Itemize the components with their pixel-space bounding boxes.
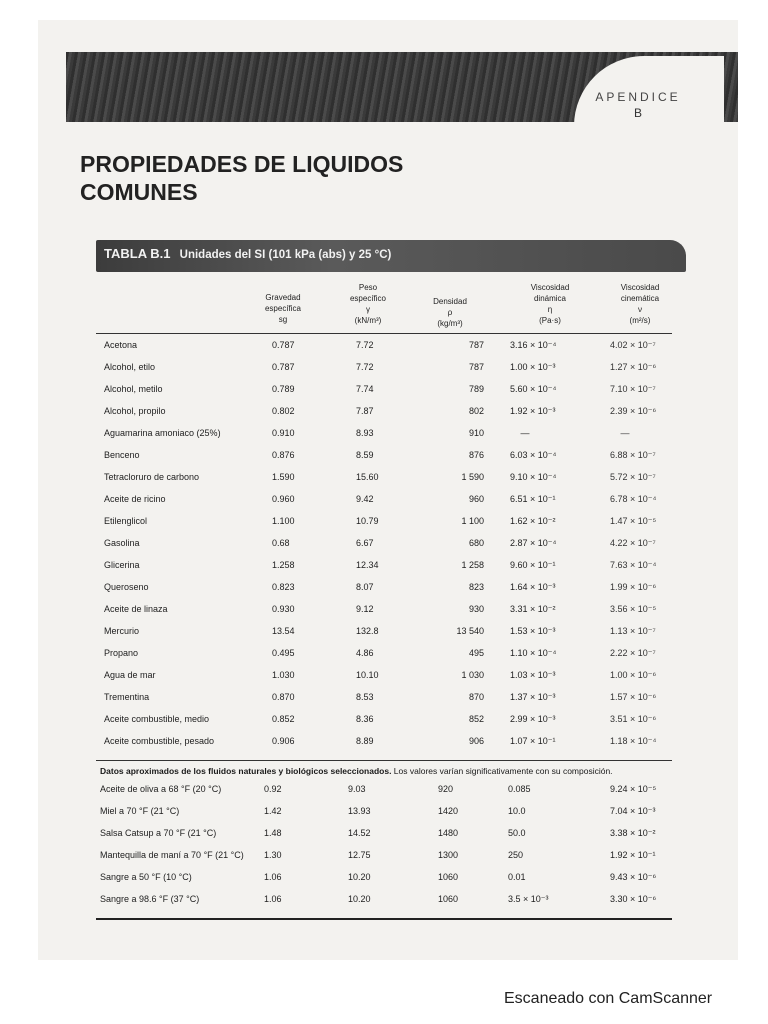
cell-specific-weight: 12.75 (348, 850, 371, 860)
cell-density: 906 (468, 736, 484, 746)
cell-specific-gravity: 1.42 (264, 806, 282, 816)
col-header-nu: Viscosidad cinemática ν (m²/s) (620, 283, 660, 325)
cell-specific-gravity: 1.06 (264, 894, 282, 904)
cell-kinematic-viscosity: — (620, 428, 630, 438)
cell-dynamic-viscosity: 50.0 (508, 828, 526, 838)
table-row (100, 582, 670, 602)
cell-dynamic-viscosity: 1.07 × 10⁻¹ (510, 736, 556, 746)
cell-specific-weight: 14.52 (348, 828, 371, 838)
cell-kinematic-viscosity: 7.63 × 10⁻⁴ (610, 560, 657, 570)
cell-liquid-name: Aceite combustible, medio (104, 714, 210, 724)
cell-kinematic-viscosity: 7.04 × 10⁻³ (610, 806, 656, 816)
cell-dynamic-viscosity: 3.5 × 10⁻³ (508, 894, 549, 904)
cell-density: 1420 (438, 806, 459, 816)
cell-dynamic-viscosity: 1.64 × 10⁻³ (510, 582, 556, 592)
table-row (100, 406, 670, 426)
cell-dynamic-viscosity: 5.60 × 10⁻⁴ (510, 384, 557, 394)
cell-specific-gravity: 0.787 (272, 340, 295, 350)
table-row (100, 362, 670, 382)
col-header-pw: Peso específico γ (kN/m³) (349, 283, 387, 325)
table-row (100, 450, 670, 470)
cell-density: 789 (468, 384, 484, 394)
cell-kinematic-viscosity: 1.13 × 10⁻⁷ (610, 626, 656, 636)
table-row (100, 494, 670, 514)
cell-kinematic-viscosity: 3.30 × 10⁻⁶ (610, 894, 657, 904)
table-row (100, 428, 670, 448)
cell-specific-gravity: 0.906 (272, 736, 295, 746)
cell-density: 680 (468, 538, 484, 548)
cell-specific-gravity: 0.68 (272, 538, 290, 548)
cell-dynamic-viscosity: — (520, 428, 530, 438)
cell-liquid-name: Etilenglicol (104, 516, 148, 526)
camscanner-watermark: Escaneado con CamScanner (504, 990, 713, 1007)
cell-kinematic-viscosity: 3.56 × 10⁻⁵ (610, 604, 657, 614)
appendix-label: APENDICE (595, 90, 681, 104)
cell-kinematic-viscosity: 1.92 × 10⁻¹ (610, 850, 656, 860)
cell-specific-gravity: 0.789 (272, 384, 295, 394)
cell-specific-weight: 12.34 (356, 560, 379, 570)
cell-dynamic-viscosity: 2.87 × 10⁻⁴ (510, 538, 557, 548)
cell-liquid-name: Glicerina (104, 560, 140, 570)
cell-dynamic-viscosity: 9.10 × 10⁻⁴ (510, 472, 557, 482)
cell-specific-gravity: 0.852 (272, 714, 295, 724)
table-row (100, 604, 670, 624)
cell-liquid-name: Queroseno (104, 582, 149, 592)
page-title-line2: COMUNES (80, 179, 198, 205)
cell-kinematic-viscosity: 4.22 × 10⁻⁷ (610, 538, 656, 548)
cell-kinematic-viscosity: 5.72 × 10⁻⁷ (610, 472, 656, 482)
cell-density: 1060 (438, 872, 459, 882)
cell-specific-gravity: 0.910 (272, 428, 295, 438)
table-row (100, 670, 670, 690)
cell-dynamic-viscosity: 3.16 × 10⁻⁴ (510, 340, 557, 350)
table-row (100, 516, 670, 536)
cell-kinematic-viscosity: 4.02 × 10⁻⁷ (610, 340, 656, 350)
col-header-sg: Gravedad específica sg (264, 293, 302, 324)
cell-specific-gravity: 1.06 (264, 872, 282, 882)
cell-specific-gravity: 0.787 (272, 362, 295, 372)
cell-specific-weight: 9.03 (348, 784, 366, 794)
cell-specific-gravity: 0.823 (272, 582, 295, 592)
cell-dynamic-viscosity: 10.0 (508, 806, 526, 816)
cell-specific-weight: 7.87 (356, 406, 374, 416)
cell-specific-gravity: 1.590 (272, 472, 295, 482)
header-rule (96, 333, 672, 334)
cell-kinematic-viscosity: 6.88 × 10⁻⁷ (610, 450, 656, 460)
table-row (100, 828, 670, 850)
cell-liquid-name: Aguamarina amoniaco (25%) (104, 428, 221, 438)
cell-specific-weight: 10.79 (356, 516, 379, 526)
table-caption-text: Unidades del SI (101 kPa (abs) y 25 °C) (179, 249, 392, 261)
cell-liquid-name: Alcohol, etilo (104, 362, 156, 372)
section-rule (96, 760, 672, 761)
cell-kinematic-viscosity: 9.24 × 10⁻⁵ (610, 784, 657, 794)
cell-specific-weight: 4.86 (356, 648, 374, 658)
bottom-rule (96, 918, 672, 920)
cell-density: 1480 (438, 828, 459, 838)
cell-kinematic-viscosity: 1.47 × 10⁻⁵ (610, 516, 657, 526)
table-row (100, 560, 670, 580)
cell-density: 1 590 (461, 472, 484, 482)
cell-liquid-name: Acetona (104, 340, 138, 350)
cell-specific-weight: 8.36 (356, 714, 374, 724)
cell-dynamic-viscosity: 3.31 × 10⁻² (510, 604, 556, 614)
cell-density: 1 030 (461, 670, 484, 680)
cell-dynamic-viscosity: 6.51 × 10⁻¹ (510, 494, 556, 504)
col-header-den: Densidad ρ (kg/m³) (433, 297, 467, 328)
cell-liquid-name: Benceno (104, 450, 140, 460)
cell-kinematic-viscosity: 6.78 × 10⁻⁴ (610, 494, 657, 504)
cell-density: 823 (468, 582, 484, 592)
cell-specific-weight: 10.10 (356, 670, 379, 680)
cell-specific-gravity: 0.876 (272, 450, 295, 460)
cell-density: 876 (468, 450, 484, 460)
cell-specific-gravity: 1.100 (272, 516, 295, 526)
table-row (100, 894, 670, 916)
page-title-line1: PROPIEDADES DE LIQUIDOS (80, 151, 404, 177)
cell-density: 930 (468, 604, 484, 614)
cell-specific-gravity: 1.30 (264, 850, 282, 860)
cell-fluid-name: Sangre a 98.6 °F (37 °C) (100, 894, 200, 904)
cell-density: 870 (468, 692, 484, 702)
cell-dynamic-viscosity: 1.62 × 10⁻² (510, 516, 556, 526)
table-row (100, 626, 670, 646)
cell-specific-weight: 10.20 (348, 894, 371, 904)
cell-specific-gravity: 1.030 (272, 670, 295, 680)
cell-density: 1300 (438, 850, 459, 860)
cell-density: 1 258 (461, 560, 484, 570)
cell-liquid-name: Agua de mar (104, 670, 156, 680)
cell-liquid-name: Alcohol, propilo (104, 406, 166, 416)
cell-fluid-name: Aceite de oliva a 68 °F (20 °C) (100, 784, 222, 794)
table-row (100, 538, 670, 558)
table-code: TABLA B.1 (104, 246, 171, 261)
cell-specific-weight: 7.74 (356, 384, 374, 394)
cell-dynamic-viscosity: 1.00 × 10⁻³ (510, 362, 556, 372)
cell-specific-gravity: 0.495 (272, 648, 295, 658)
table-caption (104, 246, 504, 261)
table-row (100, 384, 670, 404)
cell-liquid-name: Aceite de ricino (104, 494, 166, 504)
cell-kinematic-viscosity: 2.22 × 10⁻⁷ (610, 648, 656, 658)
cell-specific-weight: 10.20 (348, 872, 371, 882)
appendix-letter: B (633, 106, 642, 120)
cell-dynamic-viscosity: 1.53 × 10⁻³ (510, 626, 556, 636)
cell-density: 787 (468, 340, 484, 350)
col-header-mu: Viscosidad dinámica η (Pa·s) (530, 283, 570, 325)
table-row (100, 472, 670, 492)
cell-specific-gravity: 13.54 (272, 626, 295, 636)
cell-fluid-name: Sangre a 50 °F (10 °C) (100, 872, 192, 882)
cell-liquid-name: Gasolina (104, 538, 140, 548)
cell-liquid-name: Alcohol, metilo (104, 384, 163, 394)
cell-kinematic-viscosity: 9.43 × 10⁻⁶ (610, 872, 657, 882)
cell-liquid-name: Trementina (104, 692, 150, 702)
cell-specific-weight: 8.59 (356, 450, 374, 460)
cell-dynamic-viscosity: 1.92 × 10⁻³ (510, 406, 556, 416)
cell-specific-weight: 7.72 (356, 362, 374, 372)
cell-kinematic-viscosity: 7.10 × 10⁻⁷ (610, 384, 656, 394)
cell-kinematic-viscosity: 3.51 × 10⁻⁶ (610, 714, 657, 724)
cell-specific-weight: 9.12 (356, 604, 374, 614)
cell-liquid-name: Mercurio (104, 626, 140, 636)
cell-dynamic-viscosity: 0.01 (508, 872, 526, 882)
cell-specific-gravity: 0.930 (272, 604, 295, 614)
cell-density: 802 (468, 406, 484, 416)
cell-dynamic-viscosity: 6.03 × 10⁻⁴ (510, 450, 557, 460)
cell-specific-gravity: 0.92 (264, 784, 282, 794)
cell-dynamic-viscosity: 1.37 × 10⁻³ (510, 692, 556, 702)
cell-specific-weight: 7.72 (356, 340, 374, 350)
cell-dynamic-viscosity: 1.03 × 10⁻³ (510, 670, 556, 680)
cell-dynamic-viscosity: 1.10 × 10⁻⁴ (510, 648, 557, 658)
table-row (100, 784, 670, 806)
table-note (100, 766, 680, 776)
cell-density: 920 (438, 784, 454, 794)
cell-liquid-name: Tetracloruro de carbono (104, 472, 200, 482)
cell-density: 1060 (438, 894, 459, 904)
table-note-bold: Datos aproximados de los fluidos naturales y biológicos seleccionados. (100, 766, 392, 776)
table-row (100, 714, 670, 734)
cell-density: 910 (468, 428, 484, 438)
cell-kinematic-viscosity: 2.39 × 10⁻⁶ (610, 406, 657, 416)
cell-specific-weight: 8.53 (356, 692, 374, 702)
cell-specific-weight: 8.93 (356, 428, 374, 438)
table-row (100, 736, 670, 756)
cell-density: 495 (468, 648, 484, 658)
cell-specific-weight: 8.89 (356, 736, 374, 746)
cell-liquid-name: Propano (104, 648, 139, 658)
cell-specific-gravity: 1.48 (264, 828, 282, 838)
cell-specific-weight: 132.8 (356, 626, 379, 636)
table-row (100, 340, 670, 360)
cell-specific-weight: 15.60 (356, 472, 379, 482)
table-row (100, 806, 670, 828)
table-note-rest: Los valores varían significativamente con su composición. (391, 766, 613, 776)
cell-kinematic-viscosity: 1.18 × 10⁻⁴ (610, 736, 657, 746)
cell-dynamic-viscosity: 2.99 × 10⁻³ (510, 714, 556, 724)
cell-liquid-name: Aceite de linaza (104, 604, 168, 614)
cell-density: 13 540 (456, 626, 484, 636)
cell-kinematic-viscosity: 1.99 × 10⁻⁶ (610, 582, 657, 592)
cell-fluid-name: Salsa Catsup a 70 °F (21 °C) (100, 828, 217, 838)
cell-kinematic-viscosity: 1.00 × 10⁻⁶ (610, 670, 657, 680)
cell-density: 787 (468, 362, 484, 372)
table-row (100, 692, 670, 712)
cell-density: 1 100 (461, 516, 484, 526)
cell-liquid-name: Aceite combustible, pesado (104, 736, 215, 746)
cell-specific-weight: 6.67 (356, 538, 374, 548)
cell-fluid-name: Miel a 70 °F (21 °C) (100, 806, 180, 816)
table-row (100, 648, 670, 668)
cell-specific-gravity: 0.802 (272, 406, 295, 416)
cell-specific-gravity: 0.960 (272, 494, 295, 504)
cell-kinematic-viscosity: 1.27 × 10⁻⁶ (610, 362, 657, 372)
cell-density: 852 (468, 714, 484, 724)
cell-dynamic-viscosity: 0.085 (508, 784, 531, 794)
cell-dynamic-viscosity: 9.60 × 10⁻¹ (510, 560, 556, 570)
table-row (100, 872, 670, 894)
cell-specific-gravity: 0.870 (272, 692, 295, 702)
cell-specific-weight: 9.42 (356, 494, 374, 504)
table-row (100, 850, 670, 872)
cell-kinematic-viscosity: 3.38 × 10⁻² (610, 828, 656, 838)
cell-fluid-name: Mantequilla de maní a 70 °F (21 °C) (100, 850, 244, 860)
cell-dynamic-viscosity: 250 (508, 850, 524, 860)
cell-specific-weight: 8.07 (356, 582, 374, 592)
cell-kinematic-viscosity: 1.57 × 10⁻⁶ (610, 692, 657, 702)
cell-density: 960 (468, 494, 484, 504)
cell-specific-gravity: 1.258 (272, 560, 295, 570)
cell-specific-weight: 13.93 (348, 806, 371, 816)
page-title (80, 150, 520, 206)
